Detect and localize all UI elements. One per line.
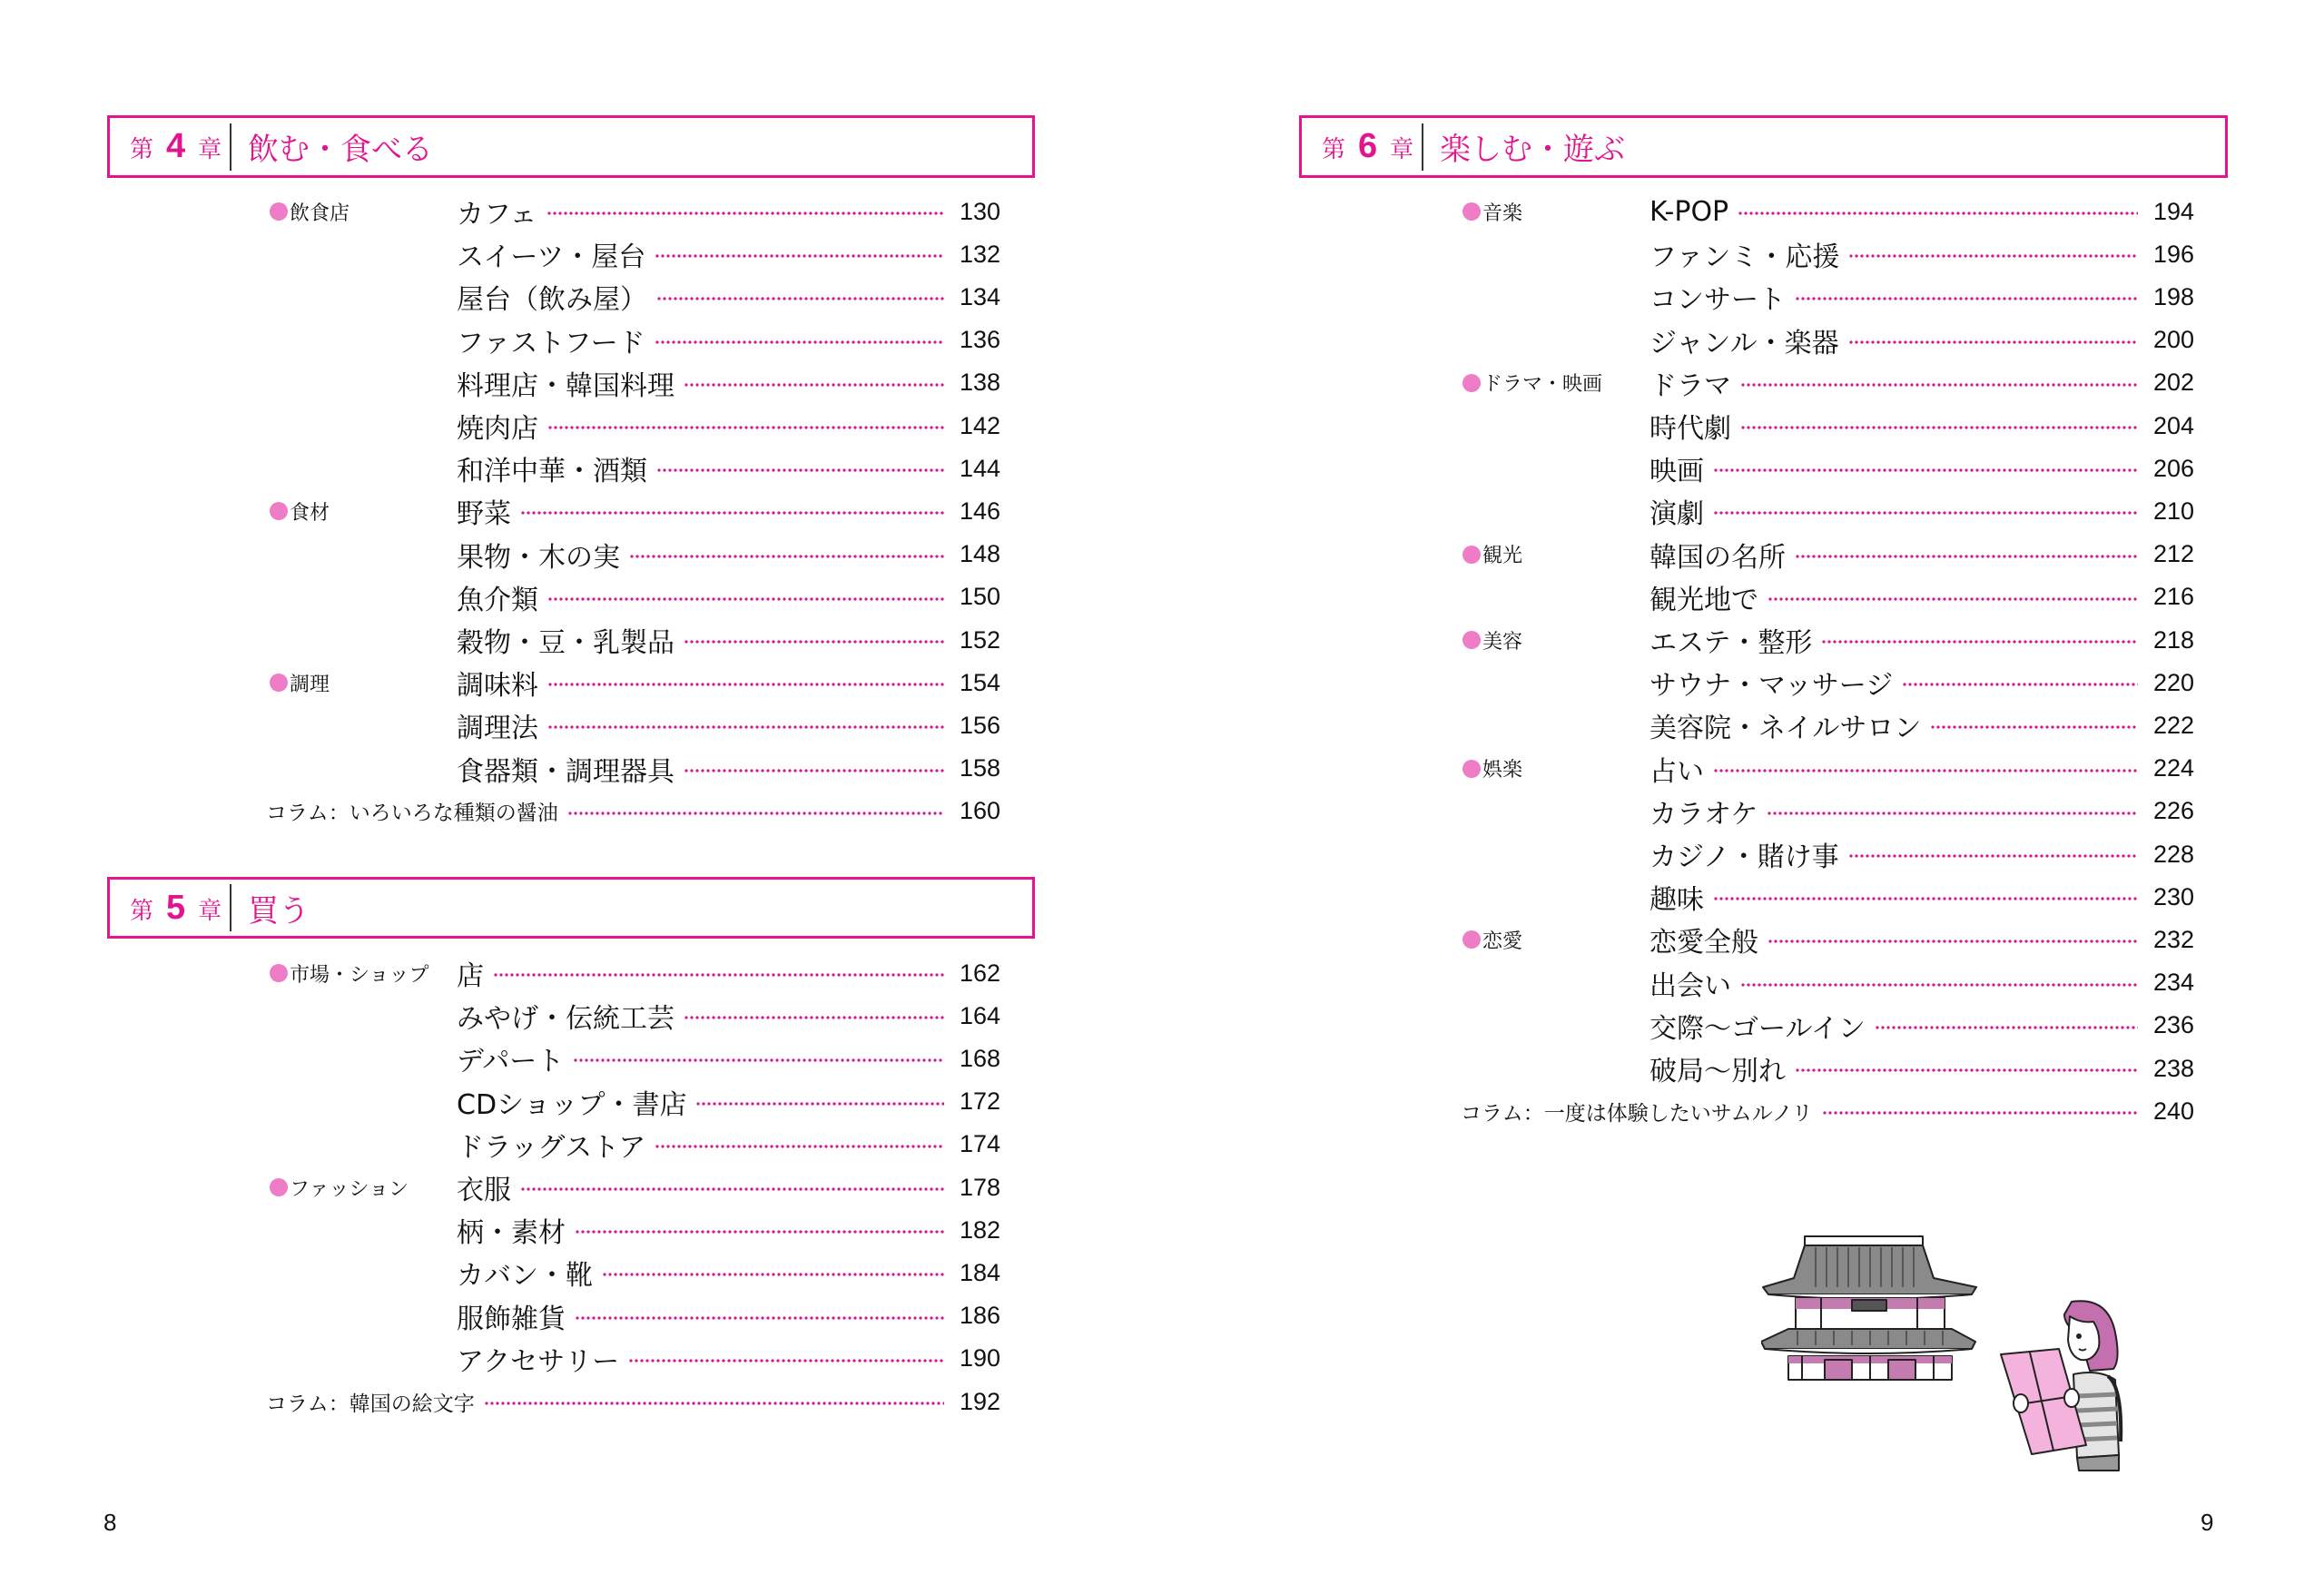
entry-title: ファンミ・応援 — [1649, 241, 1840, 274]
chapter-number — [1302, 127, 1422, 166]
dot-leader — [575, 1230, 944, 1234]
entry-page-number: 164 — [959, 1001, 1000, 1029]
entry-page-number: 158 — [959, 754, 1000, 782]
dot-leader — [547, 683, 944, 686]
entry-page-number: 174 — [959, 1130, 1000, 1158]
dot-leader — [656, 297, 944, 300]
toc-entry[interactable] — [457, 365, 1000, 401]
bullet-icon — [270, 674, 288, 692]
entry-title: ジャンル・楽器 — [1649, 327, 1839, 359]
category-text: 美容 — [1482, 630, 1523, 654]
dot-leader — [547, 426, 944, 429]
entry-title: 食器類・調理器具 — [457, 755, 675, 788]
entry-title: 果物・木の実 — [457, 541, 620, 574]
dot-leader — [1740, 983, 2138, 987]
entry-page-number: 200 — [2152, 326, 2194, 354]
dot-leader — [547, 597, 944, 601]
entry-page-number: 230 — [2152, 882, 2194, 910]
chapter-number — [110, 889, 230, 928]
chapter-5-header — [107, 877, 1035, 939]
entry-title: 演劇 — [1649, 498, 1704, 531]
chapter-divider — [230, 884, 231, 931]
entry-page-number: 136 — [959, 326, 1000, 354]
toc-entry[interactable] — [457, 955, 1000, 991]
entry-title: 料理店・韓国料理 — [457, 369, 675, 402]
toc-entry[interactable] — [1649, 408, 2194, 444]
chapter-divider — [1422, 123, 1423, 171]
dot-leader — [1821, 640, 2138, 644]
toc-entry[interactable] — [1649, 707, 2194, 743]
toc-entry[interactable] — [1649, 193, 2194, 230]
entry-title: 服飾雑貨 — [457, 1303, 566, 1335]
toc-entry[interactable] — [457, 408, 1000, 444]
dot-leader — [1875, 1026, 2138, 1029]
bullet-icon — [1462, 930, 1481, 949]
entry-page-number: 224 — [2152, 754, 2194, 782]
entry-page-number: 138 — [959, 369, 1000, 397]
entry-title: 調理法 — [457, 713, 538, 745]
entry-title: カジノ・賭け事 — [1649, 841, 1839, 873]
category-label — [1462, 369, 1602, 397]
toc-entry[interactable] — [457, 622, 1000, 658]
entry-title: 韓国の名所 — [1649, 541, 1786, 574]
toc-entry[interactable] — [457, 1298, 1000, 1334]
entry-title: 店 — [457, 960, 484, 992]
entry-page-number: 236 — [2152, 1011, 2194, 1039]
entry-page-number: 130 — [959, 197, 1000, 225]
toc-entry[interactable] — [457, 1341, 1000, 1377]
entry-page-number: 234 — [2152, 969, 2194, 997]
category-label — [270, 1174, 409, 1201]
category-text: 恋愛 — [1482, 930, 1523, 953]
entry-page-number: 226 — [2152, 797, 2194, 825]
category-text: ファッション — [290, 1177, 409, 1201]
dot-leader — [575, 1316, 944, 1320]
entry-page-number: 142 — [959, 411, 1000, 439]
dot-leader — [1795, 555, 2138, 558]
category-text: 調理 — [290, 673, 330, 696]
dot-leader — [547, 725, 944, 729]
entry-title: コンサート — [1649, 284, 1786, 317]
chapter-num: 5 — [166, 888, 186, 927]
toc-entry[interactable] — [1649, 1008, 2194, 1044]
dot-leader — [1795, 297, 2138, 300]
entry-page-number: 134 — [959, 282, 1000, 310]
toc-entry[interactable] — [457, 193, 1000, 230]
dot-leader — [1795, 1068, 2138, 1072]
category-label — [1462, 198, 1522, 225]
dot-leader — [1740, 426, 2138, 429]
chapter-divider — [230, 123, 231, 171]
column-entry[interactable] — [1461, 1093, 2194, 1129]
dot-leader — [1738, 212, 2138, 215]
entry-page-number: 146 — [959, 497, 1000, 525]
entry-title: 破局～別れ — [1649, 1056, 1786, 1087]
chapter-prefix: 第 — [1322, 136, 1346, 163]
entry-title: カバン・靴 — [457, 1260, 593, 1293]
entry-title: 調味料 — [457, 670, 538, 703]
chapter-6-header — [1299, 115, 2228, 178]
entry-page-number: 148 — [959, 540, 1000, 568]
entry-title: 出会い — [1649, 969, 1731, 1002]
dot-leader — [1822, 1111, 2138, 1115]
bullet-icon — [1462, 546, 1481, 564]
category-text: 娯楽 — [1482, 759, 1523, 782]
dot-leader — [547, 212, 945, 215]
toc-entry[interactable] — [1649, 236, 2194, 272]
toc-entry[interactable] — [1649, 536, 2194, 573]
chapter-title: 買う — [248, 892, 310, 930]
toc-entry[interactable] — [457, 579, 1000, 615]
chapter-title: 飲む・食べる — [248, 132, 433, 168]
column-page-number: 240 — [2152, 1097, 2194, 1125]
toc-entry[interactable] — [457, 751, 1000, 787]
bullet-icon — [270, 202, 288, 221]
toc-entry[interactable] — [1649, 622, 2194, 658]
entry-title: サウナ・マッサージ — [1649, 670, 1894, 703]
bullet-icon — [1462, 374, 1481, 392]
category-label — [1462, 626, 1522, 654]
toc-entry[interactable] — [1649, 836, 2194, 872]
entry-title: CDショップ・書店 — [457, 1088, 687, 1121]
entry-title: 時代劇 — [1649, 413, 1731, 445]
toc-entry[interactable] — [1649, 793, 2194, 830]
page-number-right: 9 — [2201, 1509, 2214, 1536]
toc-entry[interactable] — [1649, 579, 2194, 615]
toc-entry[interactable] — [457, 1169, 1000, 1205]
column-entry[interactable] — [266, 793, 1000, 830]
toc-entry[interactable] — [457, 1212, 1000, 1248]
dot-leader — [567, 812, 944, 815]
dot-leader — [1713, 897, 2138, 900]
toc-entry[interactable] — [457, 236, 1000, 272]
entry-page-number: 198 — [2152, 282, 2194, 310]
entry-title: 衣服 — [457, 1175, 511, 1206]
column-page-number: 160 — [959, 797, 1000, 825]
dot-leader — [1740, 383, 2138, 387]
entry-title: みやげ・伝統工芸 — [457, 1003, 675, 1036]
entry-page-number: 132 — [959, 240, 1000, 268]
page-number-left: 8 — [103, 1509, 117, 1536]
dot-leader — [655, 1145, 944, 1148]
column-title: コラム：一度は体験したいサムルノリ — [1461, 1101, 1813, 1126]
toc-entry[interactable] — [1649, 322, 2194, 359]
dot-leader — [1768, 597, 2138, 601]
entry-page-number: 222 — [2152, 711, 2194, 739]
entry-page-number: 204 — [2152, 411, 2194, 439]
category-text: 音楽 — [1482, 202, 1523, 225]
entry-title: ドラッグストア — [457, 1131, 646, 1164]
dot-leader — [628, 1359, 944, 1363]
dot-leader — [1848, 254, 2138, 258]
toc-entry[interactable] — [457, 279, 1000, 315]
category-text: 食材 — [290, 501, 330, 525]
entry-title: デパート — [457, 1046, 565, 1078]
toc-entry[interactable] — [1649, 751, 2194, 787]
toc-entry[interactable] — [1649, 365, 2194, 401]
bullet-icon — [270, 502, 288, 520]
entry-title: 穀物・豆・乳製品 — [457, 627, 675, 659]
dot-leader — [684, 769, 944, 772]
toc-entry[interactable] — [457, 1254, 1000, 1291]
entry-title: K-POP — [1649, 195, 1729, 228]
entry-page-number: 186 — [959, 1302, 1000, 1330]
entry-page-number: 238 — [2152, 1054, 2194, 1082]
entry-title: 焼肉店 — [457, 413, 538, 445]
category-text: ドラマ・映画 — [1482, 373, 1603, 397]
column-title: コラム：いろいろな種類の醤油 — [266, 802, 558, 826]
dot-leader — [602, 1273, 944, 1276]
entry-page-number: 210 — [2152, 497, 2194, 525]
entry-title: 屋台（飲み屋） — [457, 284, 647, 317]
dot-leader — [484, 1402, 944, 1405]
column-title: コラム：韓国の絵文字 — [266, 1392, 475, 1416]
entry-page-number: 184 — [959, 1258, 1000, 1286]
toc-entry[interactable] — [457, 536, 1000, 573]
entry-page-number: 156 — [959, 711, 1000, 739]
dot-leader — [1713, 511, 2138, 515]
category-text: 観光 — [1482, 545, 1523, 568]
dot-leader — [520, 511, 944, 515]
dot-leader — [1768, 940, 2138, 943]
chapter-title: 楽しむ・遊ぶ — [1440, 132, 1625, 168]
dot-leader — [1902, 683, 2138, 686]
dot-leader — [655, 340, 944, 344]
entry-page-number: 190 — [959, 1344, 1000, 1372]
entry-title: カフェ — [457, 199, 537, 231]
toc-entry[interactable] — [457, 1084, 1000, 1120]
entry-title: アクセサリー — [457, 1345, 620, 1378]
toc-entry[interactable] — [457, 1127, 1000, 1163]
toc-entry[interactable] — [457, 707, 1000, 743]
category-label — [270, 669, 330, 696]
category-label — [1462, 541, 1522, 568]
category-label — [1462, 755, 1522, 782]
toc-entry[interactable] — [457, 1040, 1000, 1077]
chapter-4-header — [107, 115, 1035, 178]
dot-leader — [1930, 725, 2138, 729]
bullet-icon — [1462, 760, 1481, 778]
dot-leader — [493, 973, 944, 977]
entry-page-number: 212 — [2152, 540, 2194, 568]
entry-page-number: 162 — [959, 959, 1000, 987]
toc-entry[interactable] — [1649, 664, 2194, 701]
bullet-icon — [270, 1178, 288, 1196]
dot-leader — [684, 1016, 944, 1019]
toc-entry[interactable] — [457, 493, 1000, 529]
entry-title: 美容院・ネイルサロン — [1649, 713, 1922, 745]
toc-entry[interactable] — [457, 450, 1000, 487]
entry-title: ファストフード — [457, 327, 645, 359]
toc-entry[interactable] — [1649, 921, 2194, 958]
column-page-number: 192 — [959, 1387, 1000, 1415]
entry-page-number: 168 — [959, 1044, 1000, 1072]
entry-title: 観光地で — [1649, 584, 1758, 616]
entry-page-number: 194 — [2152, 197, 2194, 225]
entry-page-number: 172 — [959, 1087, 1000, 1116]
toc-entry[interactable] — [1649, 965, 2194, 1001]
chapter-prefix: 第 — [130, 136, 154, 163]
entry-page-number: 220 — [2152, 668, 2194, 696]
entry-page-number: 150 — [959, 583, 1000, 611]
entry-page-number: 196 — [2152, 240, 2194, 268]
category-label — [1462, 926, 1522, 953]
entry-title: カラオケ — [1649, 798, 1758, 831]
dot-leader — [1713, 468, 2138, 472]
category-label — [270, 497, 330, 525]
toc-entry[interactable] — [1649, 879, 2194, 915]
entry-page-number: 182 — [959, 1215, 1000, 1244]
dot-leader — [695, 1102, 944, 1106]
column-entry[interactable] — [266, 1383, 1000, 1420]
dot-leader — [629, 555, 944, 558]
dot-leader — [684, 640, 944, 644]
bullet-icon — [270, 964, 288, 982]
bullet-icon — [1462, 631, 1481, 649]
dot-leader — [656, 468, 944, 472]
dot-leader — [684, 383, 944, 387]
dot-leader — [655, 254, 944, 258]
toc-entry[interactable] — [1649, 450, 2194, 487]
entry-page-number: 216 — [2152, 583, 2194, 611]
entry-title: エステ・整形 — [1649, 627, 1813, 659]
entry-title: ドラマ — [1649, 369, 1731, 402]
entry-title: 和洋中華・酒類 — [457, 456, 647, 488]
toc-entry[interactable] — [1649, 279, 2194, 315]
entry-title: 柄・素材 — [457, 1217, 566, 1250]
chapter-suffix: 章 — [198, 897, 222, 925]
entry-page-number: 228 — [2152, 840, 2194, 868]
entry-page-number: 202 — [2152, 369, 2194, 397]
chapter-number — [110, 127, 230, 166]
category-text: 飲食店 — [290, 202, 350, 225]
chapter-prefix: 第 — [130, 897, 154, 925]
entry-page-number: 232 — [2152, 925, 2194, 953]
chapter-num: 4 — [166, 127, 186, 165]
entry-page-number: 178 — [959, 1173, 1000, 1201]
chapter-suffix: 章 — [198, 136, 222, 163]
category-label — [270, 959, 429, 987]
entry-page-number: 218 — [2152, 625, 2194, 654]
toc-entry[interactable] — [457, 322, 1000, 359]
dot-leader — [1848, 340, 2138, 344]
entry-page-number: 206 — [2152, 454, 2194, 482]
entry-title: 占い — [1649, 755, 1704, 788]
dot-leader — [520, 1187, 944, 1191]
dot-leader — [1713, 769, 2138, 772]
chapter-num: 6 — [1358, 127, 1378, 165]
entry-title: 野菜 — [457, 498, 511, 531]
entry-title: 趣味 — [1649, 884, 1704, 917]
right-page — [1162, 0, 2324, 1584]
toc-entry[interactable] — [457, 664, 1000, 701]
entry-title: 交際～ゴールイン — [1649, 1012, 1866, 1045]
dot-leader — [1767, 812, 2138, 815]
bullet-icon — [1462, 202, 1481, 221]
korean-palace-gate-icon — [1761, 1233, 1984, 1382]
entry-title: 恋愛全般 — [1649, 927, 1758, 959]
category-text: 市場・ショップ — [290, 963, 429, 987]
entry-page-number: 144 — [959, 454, 1000, 482]
dot-leader — [573, 1058, 944, 1062]
entry-title: 映画 — [1649, 456, 1704, 488]
entry-page-number: 152 — [959, 625, 1000, 654]
entry-title: 魚介類 — [457, 584, 538, 616]
toc-entry[interactable] — [457, 998, 1000, 1034]
chapter-suffix: 章 — [1390, 136, 1414, 163]
toc-entry[interactable] — [1649, 493, 2194, 529]
entry-page-number: 154 — [959, 668, 1000, 696]
dot-leader — [1848, 854, 2138, 858]
entry-title: スイーツ・屋台 — [457, 241, 646, 274]
woman-reading-map-icon — [1999, 1296, 2140, 1473]
category-label — [270, 198, 350, 225]
toc-entry[interactable] — [1649, 1050, 2194, 1087]
